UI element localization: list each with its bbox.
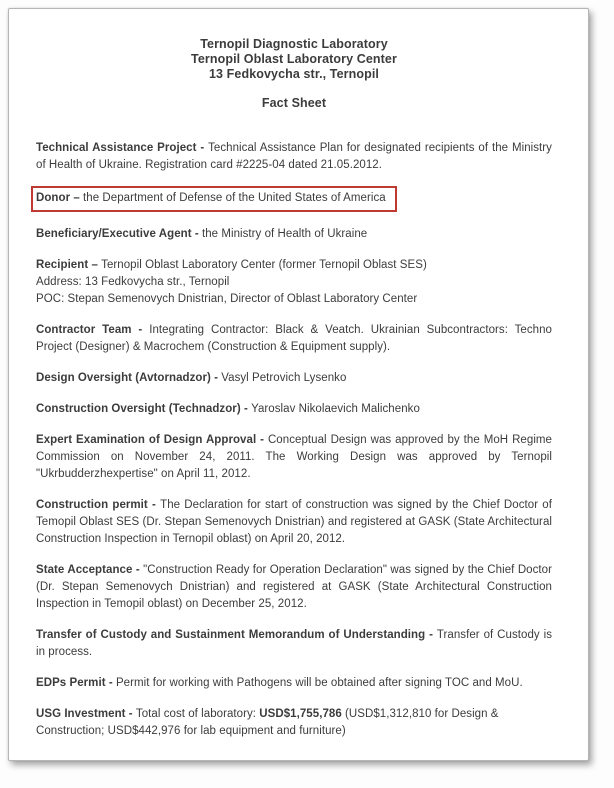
section-technical-assistance-project (36, 140, 552, 174)
section-text: Yaroslav Nikolaevich Malichenko (251, 403, 420, 415)
section-text: the Ministry of Health of Ukraine (201, 228, 368, 240)
section-text: Conceptual Design was approved by the MoH Regime Commission on November 24, 2011. The Working Design was approved by Ternopil "Ukrbudderzhexpertise" on April 11, 2012. (36, 434, 553, 480)
section-usg-investment (36, 706, 552, 740)
section-label: Transfer of Custody and Sustainment Memorandum of Understanding - (36, 629, 437, 641)
section-text: Permit for working with Pathogens will be obtained after signing TOC and MoU. (115, 677, 523, 689)
section-contractor-team (36, 322, 552, 356)
fact-sheet-page (8, 8, 589, 761)
section-label: Donor – (36, 192, 84, 204)
section-label: Technical Assistance Project - (36, 142, 209, 154)
section-label: Design Oversight (Avtornadzor) - (36, 372, 222, 384)
section-text: The Declaration for start of construction was signed by the Chief Doctor of Temopil Oblast SES (Dr. Stepan Semenovych Dnistrian) and registered at GASK (State Architectural Construction Inspection in Ternopil oblast) on April 20, 2012. (36, 499, 552, 545)
section-bold-value: USD$1,755,786 (259, 708, 342, 720)
section-extra-line: POC: Stepan Semenovych Dnistrian, Director of Oblast Laboratory Center (36, 293, 418, 305)
section-text: "Construction Ready for Operation Declaration" was signed by the Chief Doctor (Dr. Stepan Semenovych Dnistrian) and registered at GASK (State Architectural Construction Inspection in Temopil oblast) on December 25, 2012. (36, 564, 552, 610)
section-construction-oversight-technadzor (36, 401, 552, 418)
section-label: EDPs Permit - (36, 677, 116, 689)
section-text: Total cost of laboratory: (135, 708, 260, 720)
section-design-oversight-avtornadzor (36, 370, 552, 387)
section-text: Integrating Contractor: Black & Veatch. Ukrainian Subcontractors: Techno Project (Designer) & Macrochem (Construction & Equipment supply). (36, 324, 552, 353)
section-expert-examination-of-design-approval (36, 432, 552, 483)
document-title-line-3: 13 Fedkovycha str., Ternopil (209, 67, 379, 81)
section-donor (36, 188, 552, 212)
document-title-line-1: Ternopil Diagnostic Laboratory (200, 37, 388, 51)
section-label: Expert Examination of Design Approval - (36, 434, 268, 446)
section-text: Ternopil Oblast Laboratory Center (former Ternopil Oblast SES) (101, 259, 427, 271)
section-extra-line: Address: 13 Fedkovycha str., Ternopil (36, 276, 230, 288)
document-title-line-2: Ternopil Oblast Laboratory Center (191, 52, 397, 66)
document-header (36, 37, 552, 111)
section-beneficiary-executive-agent (36, 226, 552, 243)
section-text: the Department of Defense of the United States of America (83, 192, 386, 204)
section-text: (USD$1,312,810 for Design & Construction; USD$442,976 for lab equipment and furniture) (36, 708, 499, 737)
section-construction-permit (36, 497, 552, 548)
section-label: Contractor Team - (36, 324, 150, 336)
section-edps-permit (36, 675, 552, 692)
highlight-box (31, 186, 397, 212)
section-text: Transfer of Custody is in process. (36, 629, 552, 658)
section-state-acceptance (36, 562, 552, 613)
section-label: Recipient – (36, 259, 102, 271)
section-recipient (36, 257, 552, 308)
section-label: State Acceptance - (36, 564, 144, 576)
document-body (36, 140, 552, 740)
section-label: Beneficiary/Executive Agent - (36, 228, 202, 240)
section-text: Vasyl Petrovich Lysenko (221, 372, 347, 384)
section-label: USG Investment - (36, 708, 136, 720)
section-label: Construction Oversight (Technadzor) - (36, 403, 252, 415)
section-text: Technical Assistance Plan for designated recipients of the Ministry of Health of Ukraine. Registration card #2225-04 dated 21.05.2012. (36, 142, 552, 171)
section-label: Construction permit - (36, 499, 161, 511)
section-transfer-of-custody-and-sustainment-memorandum-of-understanding (36, 627, 552, 661)
document-subtitle: Fact Sheet (261, 96, 327, 110)
